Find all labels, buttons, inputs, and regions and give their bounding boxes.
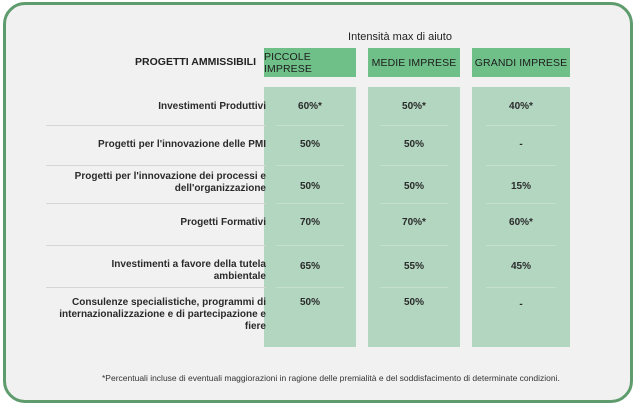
table-cell: 65% <box>299 261 320 272</box>
row-label: Progetti per l'innovazione delle PMI <box>98 139 266 150</box>
table-card <box>3 2 633 403</box>
row-divider <box>276 203 344 204</box>
row-divider <box>380 245 448 246</box>
column-header-medium: MEDIE IMPRESE <box>368 48 460 77</box>
row-divider <box>486 165 556 166</box>
row-label-line: Consulenze specialistiche, programmi di <box>72 297 266 308</box>
footnote: *Percentuali incluse di eventuali maggiorazioni in ragione delle premialità e del soddisfacimento di determinate condizioni. <box>102 373 560 383</box>
row-divider <box>276 165 344 166</box>
row-divider <box>486 245 556 246</box>
row-divider <box>276 125 344 126</box>
row-divider <box>46 125 266 126</box>
row-divider <box>46 165 266 166</box>
table-cell: 60%* <box>298 101 322 112</box>
table-cell: 70% <box>299 217 320 228</box>
column-header-small: PICCOLE IMPRESE <box>264 48 356 77</box>
row-divider <box>46 203 266 204</box>
row-divider <box>380 125 448 126</box>
row-divider <box>486 125 556 126</box>
row-label-line: Progetti per l'innovazione dei processi e <box>74 171 266 182</box>
table-cell: 50% <box>403 297 424 308</box>
row-label-line: internazionalizzazione e di partecipazione e fiere <box>59 309 266 332</box>
row-divider <box>380 165 448 166</box>
table-cell: - <box>519 139 523 150</box>
table-cell: 50% <box>403 181 424 192</box>
row-divider <box>276 245 344 246</box>
row-label: Investimenti Produttivi <box>158 101 266 112</box>
table-cell: 55% <box>403 261 424 272</box>
row-divider <box>380 203 448 204</box>
table-cell: 70%* <box>402 217 426 228</box>
row-divider <box>46 287 266 288</box>
row-divider <box>380 287 448 288</box>
row-label: Progetti Formativi <box>180 217 266 228</box>
row-divider <box>486 203 556 204</box>
table-cell: 40%* <box>509 101 533 112</box>
table-cell: 50% <box>299 181 320 192</box>
table-cell: 50%* <box>402 101 426 112</box>
table-cell: 50% <box>403 139 424 150</box>
row-label <box>36 297 266 333</box>
group-title: Intensità max di aiuto <box>348 31 452 43</box>
table-cell: - <box>519 299 523 310</box>
row-label-line: dell'organizzazione <box>174 183 266 194</box>
table-cell: 15% <box>510 181 531 192</box>
table-cell: 50% <box>299 297 320 308</box>
row-header-title: PROGETTI AMMISSIBILI <box>135 56 256 68</box>
row-divider <box>486 287 556 288</box>
column-header-large: GRANDI IMPRESE <box>472 48 570 77</box>
table-cell: 60%* <box>509 217 533 228</box>
row-divider <box>276 287 344 288</box>
row-label: Investimenti a favore della tutela ambientale <box>111 259 266 282</box>
table-cell: 50% <box>299 139 320 150</box>
row-divider <box>46 245 266 246</box>
row-label <box>66 171 266 195</box>
table-cell: 45% <box>510 261 531 272</box>
